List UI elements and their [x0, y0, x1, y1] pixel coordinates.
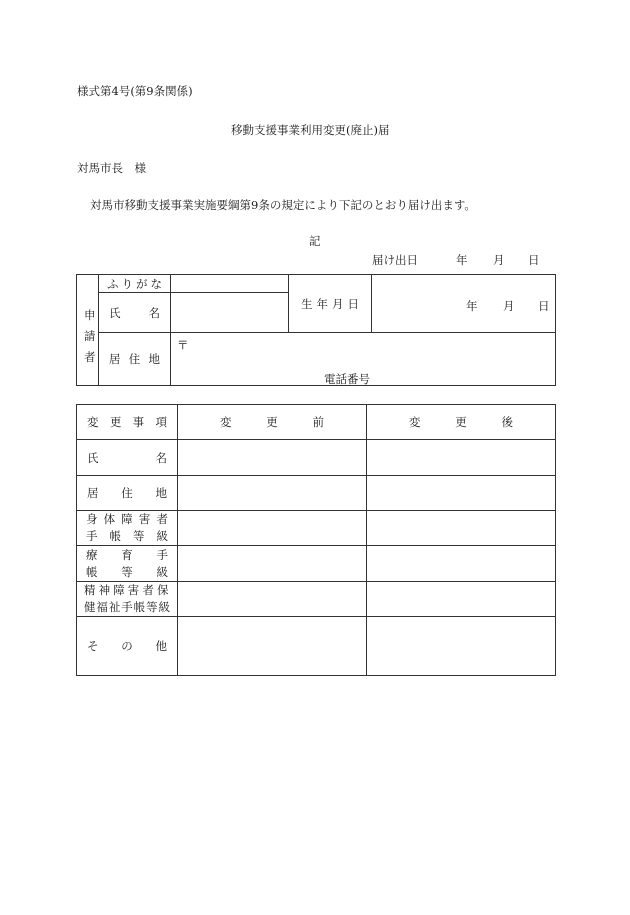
row-ryoiku-char: 帳	[86, 564, 98, 579]
name-field[interactable]	[171, 293, 289, 333]
row-physical-char: 障	[121, 512, 133, 526]
header-item-char: 事	[132, 415, 145, 429]
header-item-char: 項	[155, 415, 167, 429]
row-mental-label	[77, 582, 178, 617]
header-after-char: 変	[409, 415, 421, 429]
row-physical-char: 手	[86, 529, 98, 543]
postal-mark: 〒	[177, 338, 189, 352]
birth-date-field[interactable]	[372, 275, 556, 333]
row-physical-char: 体	[103, 512, 116, 526]
row-address-char: 住	[121, 486, 133, 500]
header-before-cell	[178, 405, 367, 440]
birth-month: 月	[503, 299, 515, 313]
header-after-char: 後	[501, 415, 513, 429]
header-before-char: 前	[312, 415, 324, 429]
physical-before-field[interactable]	[178, 511, 367, 546]
birth-day: 日	[538, 299, 550, 313]
address-char: 地	[148, 352, 160, 366]
birth-char: 日	[347, 296, 359, 311]
row-address-char: 地	[155, 486, 167, 500]
furigana-char: り	[121, 276, 133, 291]
furigana-char: な	[150, 276, 162, 291]
header-before-char: 変	[220, 415, 232, 429]
birth-year: 年	[466, 299, 478, 313]
row-other-char: そ	[87, 639, 99, 653]
ki-label: 記	[309, 234, 321, 248]
furigana-field[interactable]	[171, 275, 289, 293]
address-after-field[interactable]	[367, 476, 556, 511]
submit-date-month: 月	[493, 253, 505, 267]
ryoiku-before-field[interactable]	[178, 546, 367, 582]
table-row	[77, 440, 556, 476]
address-char: 住	[128, 352, 141, 366]
header-before-char: 更	[266, 415, 278, 429]
row-physical-char: 帳	[109, 529, 121, 543]
name-char: 名	[148, 305, 160, 320]
header-after-char: 更	[455, 415, 467, 429]
row-other-char: 他	[155, 639, 167, 653]
applicant-table	[76, 274, 556, 386]
header-item-char: 変	[87, 415, 99, 429]
physical-after-field[interactable]	[367, 511, 556, 546]
table-row	[77, 476, 556, 511]
name-char: 氏	[109, 305, 121, 320]
row-physical-char: 害	[138, 512, 151, 526]
birth-char: 年	[316, 296, 328, 311]
row-ryoiku-char: 手	[156, 547, 168, 562]
name-after-field[interactable]	[367, 440, 556, 476]
address-label-cell	[99, 333, 171, 386]
table-row	[77, 546, 556, 582]
birth-label-cell	[289, 275, 372, 333]
table-row	[77, 582, 556, 617]
table-row	[77, 617, 556, 676]
address-before-field[interactable]	[178, 476, 367, 511]
furigana-char: が	[136, 276, 148, 291]
header-after-cell	[367, 405, 556, 440]
address-field[interactable]	[171, 333, 556, 386]
form-number: 様式第4号(第9条関係)	[77, 84, 193, 98]
row-ryoiku-char: 等	[121, 564, 133, 579]
name-label-cell	[99, 293, 171, 333]
row-physical-char: 等	[133, 529, 145, 543]
other-before-field[interactable]	[178, 617, 367, 676]
header-item-cell	[77, 405, 178, 440]
birth-char: 生	[301, 296, 313, 311]
submit-date-year: 年	[456, 253, 468, 267]
body-text: 対馬市移動支援事業実施要綱第9条の規定により下記のとおり届け出ます。	[90, 198, 476, 212]
row-physical-char: 級	[156, 529, 168, 543]
header-item-char: 更	[109, 415, 122, 429]
row-ryoiku-char: 級	[156, 564, 168, 579]
address-char: 居	[109, 352, 121, 366]
submit-date-day: 日	[528, 253, 540, 267]
ryoiku-after-field[interactable]	[367, 546, 556, 582]
row-physical-label	[77, 511, 178, 546]
row-other-char: の	[121, 639, 133, 653]
mental-before-field[interactable]	[178, 582, 367, 617]
row-mental-line1: 精神障害者保	[84, 583, 170, 597]
row-physical-char: 身	[86, 512, 98, 526]
furigana-label-cell	[99, 275, 171, 293]
phone-label: 電話番号	[324, 372, 370, 386]
row-other-label	[77, 617, 178, 676]
row-name-label	[77, 440, 178, 476]
row-address-label	[77, 476, 178, 511]
birth-char: 月	[332, 296, 344, 311]
furigana-char: ふ	[107, 276, 119, 291]
row-name-char: 名	[155, 450, 167, 465]
row-ryoiku-label	[77, 546, 178, 582]
row-ryoiku-char: 育	[121, 547, 133, 562]
row-mental-line2: 健福祉手帳等級	[84, 600, 170, 614]
row-ryoiku-char: 療	[86, 547, 98, 562]
row-name-char: 氏	[87, 450, 99, 465]
changes-table	[76, 404, 556, 676]
other-after-field[interactable]	[367, 617, 556, 676]
form-title: 移動支援事業利用変更(廃止)届	[231, 123, 390, 137]
applicant-group-label: 申請者	[84, 308, 96, 364]
submit-date-label: 届け出日	[372, 253, 418, 267]
table-row	[77, 511, 556, 546]
row-address-char: 居	[87, 486, 99, 500]
name-before-field[interactable]	[178, 440, 367, 476]
mental-after-field[interactable]	[367, 582, 556, 617]
row-physical-char: 者	[156, 512, 168, 526]
recipient: 対馬市長 様	[77, 161, 146, 175]
